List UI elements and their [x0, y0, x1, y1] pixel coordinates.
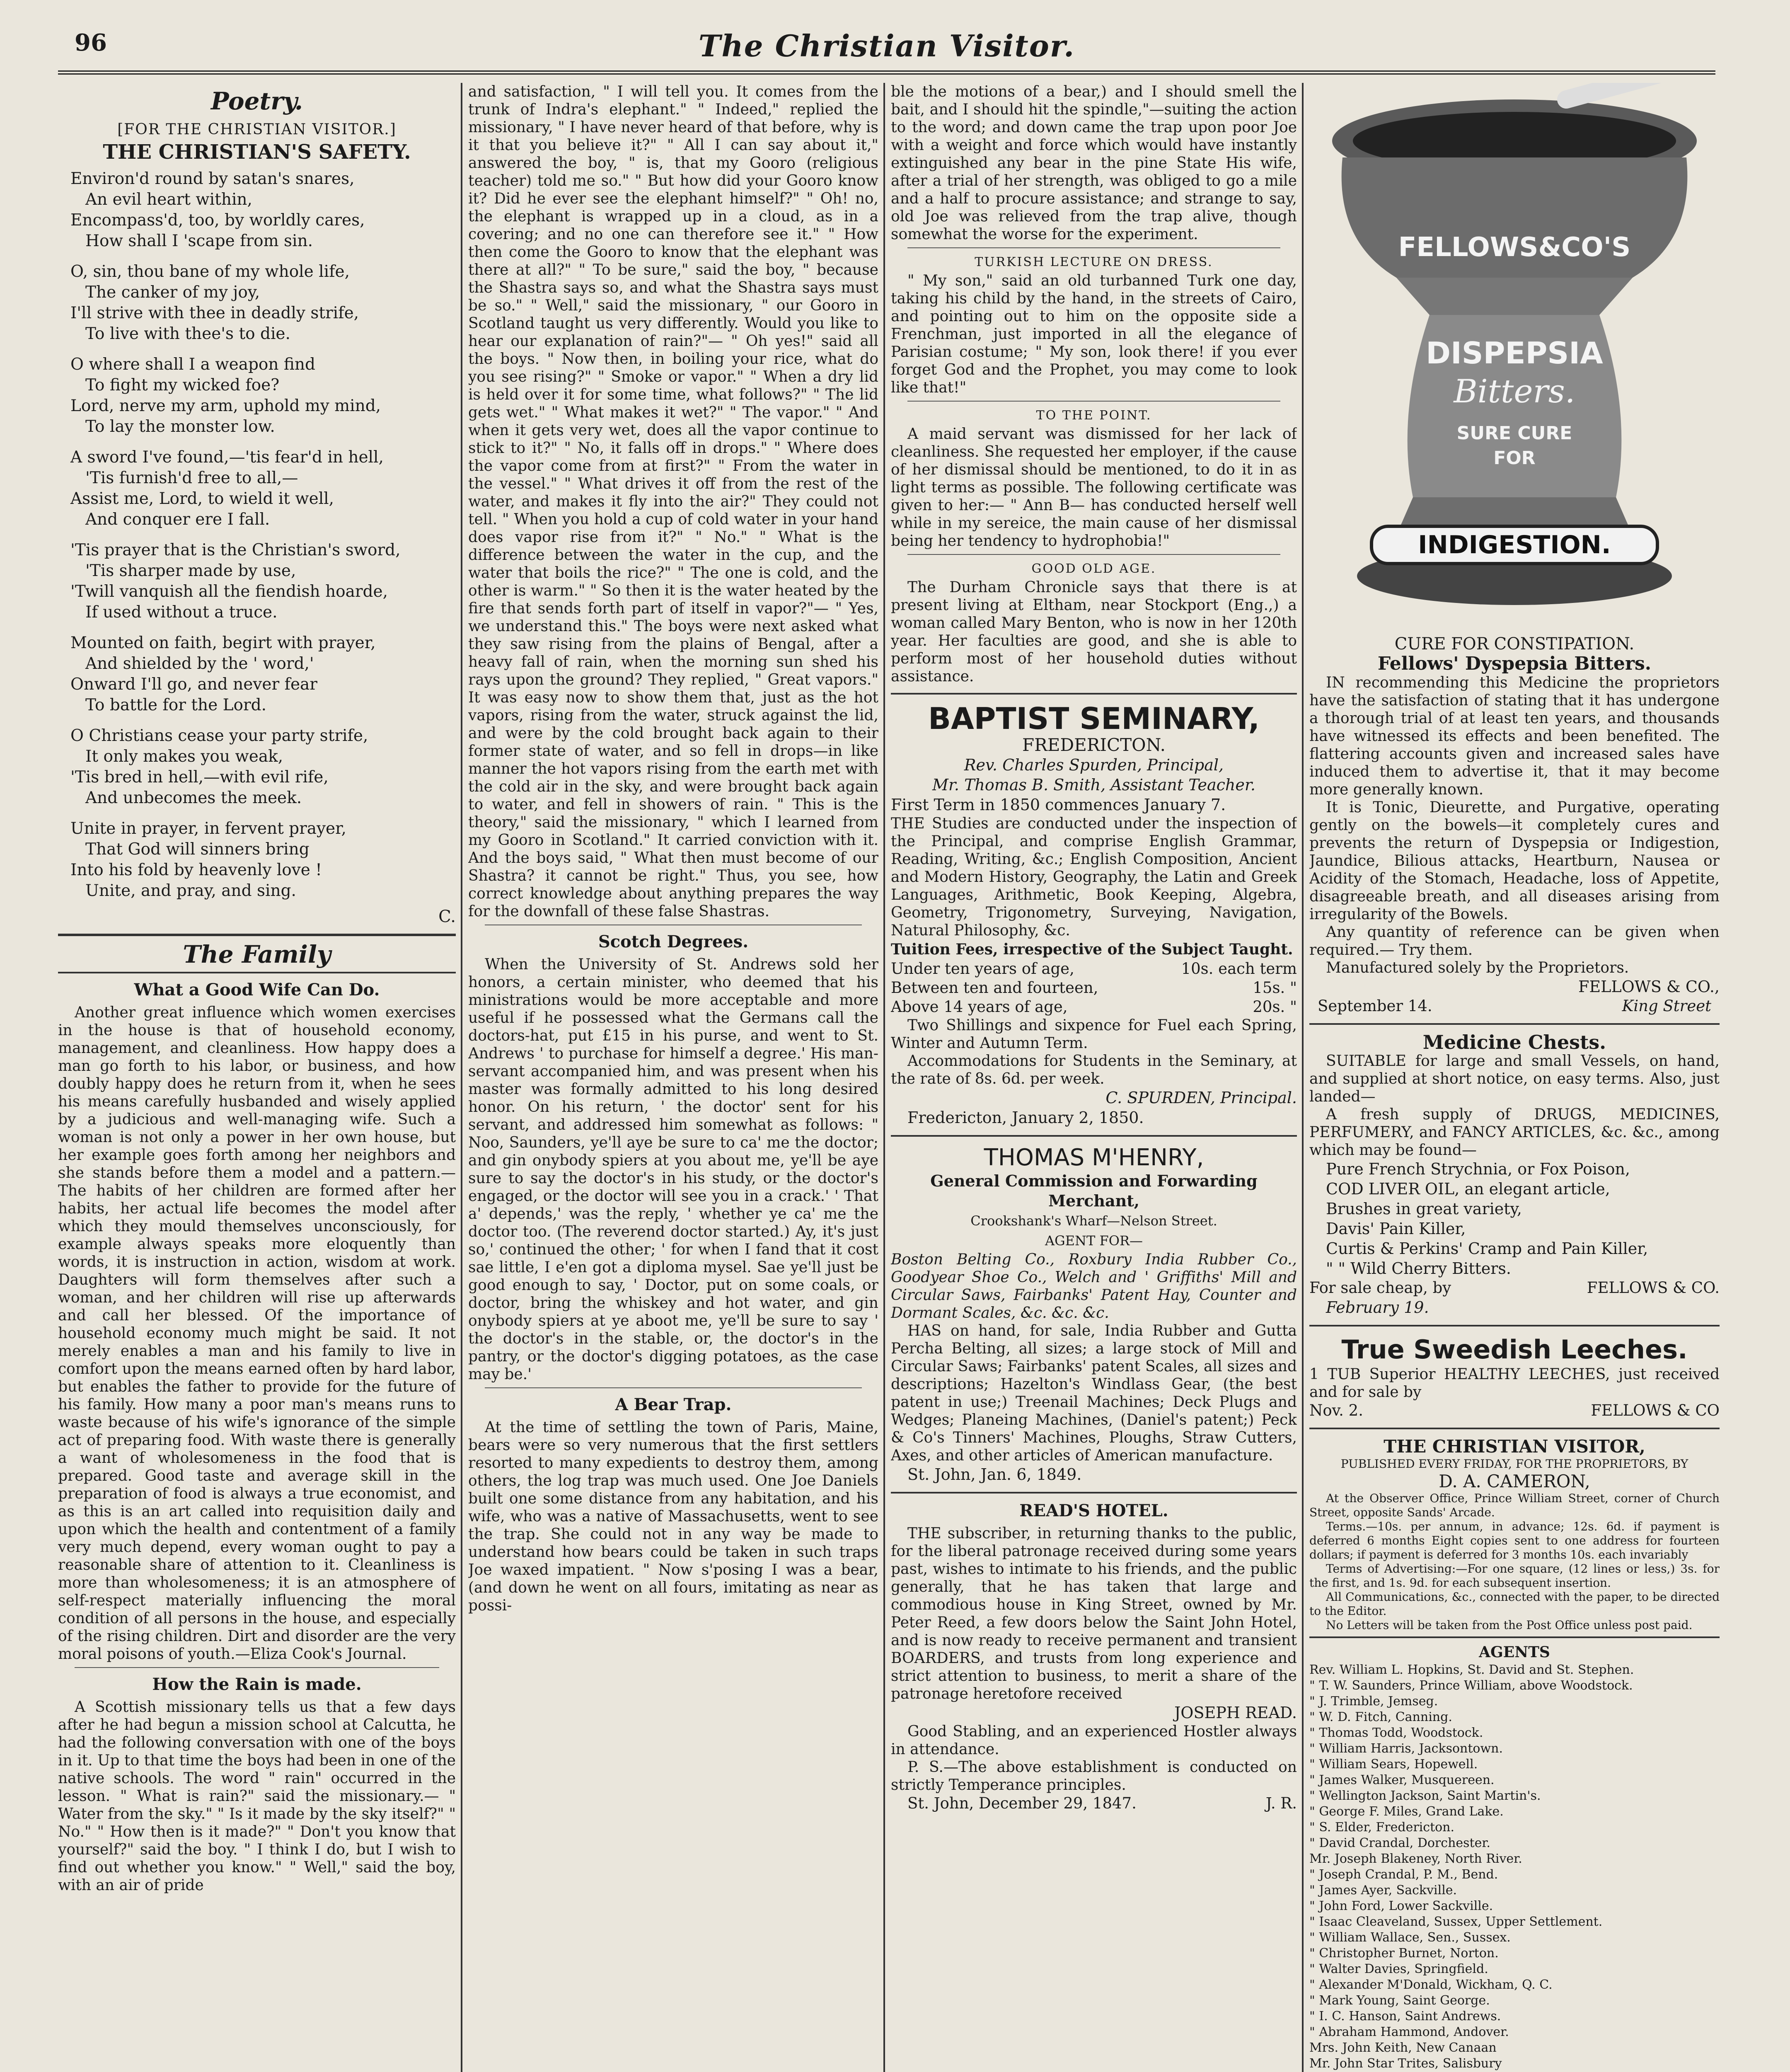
- poem-line: Unite in prayer, in fervent prayer,: [70, 819, 346, 838]
- rain-continued-text: and satisfaction, " I will tell you. It comes from the trunk of Indra's elephant." " Indeed," replied the missionary, " I have never heard of that before, why is it that you believe it?" " All I can say about it," answered the boy, " is, that my Gooro (religious teacher) told me so." " But how did your Gooro know it? Did he ever see the elephant himself?" " Oh! no, the elephant is wrapped up in a cloud, as in a covering; and no one can therefore see it." " How then come the Gooro to know that the elephant was there at all?" " To be sure," said the boy, " because the Shastra says so, and what the Shastra says must be so." " Well," said the missionary, " our Gooro in Scotland taught us very differently. Would you like to hear our explanation of rain?"— " Oh yes!" said all the boys. " Now then, in boiling your rice, what do you see rising?" " Smoke or vapor." " When a dry lid is held over it for some time, what follows?" " The lid gets wet." " What makes it wet?" " The vapor." " And when it gets very wet, does all the vapor continue to stick to it?" " No, it falls off in drops." " Where does the vapor come from at first?" " From the water in the vessel." " What drives it off from the rest of the water, and makes it fly into the air?" They could not tell. " When you hold a cup of cold water in your hand does vapor rise from it?" " No." " What is the difference between the water in the cup, and the water that boils the rice?" " The one is cold, and the other is warm." " So then it is the water heated by the fire that sends forth part of itself in vapor?"— " Yes, we understand this." The boys were next asked what they saw rising from the plains of Bengal, after a heavy fall of rain, when the morning sun shed his rays upon the ground? They replied, " Great vapors." It was easy now to show them that, just as the hot vapors, rising from the water, struck against the lid, and were by the cold brought back again to their former state of water, and so fell in drops—in like manner the hot vapors rising from the earth met with the cold air in the sky, and were brought back again to water, and fell in showers of rain. " This is the theory," said the missionary, " which I learned from my Gooro in Scotland." It carried conviction with it. And the boys said, " What then must become of our Shastra? it cannot be right." Thus, you see, how correct knowledge about anything prepares the way for the downfall of these false Shastras.: [468, 83, 878, 920]
- agent-entry: " Alexander M'Donald, Wickham, Q. C.: [1309, 1978, 1553, 1992]
- fee-label: Above 14 years of age,: [891, 998, 1068, 1016]
- hotel-initials: J. R.: [1265, 1794, 1297, 1812]
- agent-entry: " Christopher Burnet, Norton.: [1309, 1946, 1499, 1961]
- poem-line: Into his fold by heavenly love !: [70, 861, 322, 879]
- column-3: [891, 83, 1297, 2072]
- agent-entry: " John Ford, Lower Sackville.: [1309, 1899, 1493, 1913]
- column-4: [1309, 83, 1720, 2072]
- agent-entry: " I. C. Hanson, Saint Andrews.: [1309, 2009, 1501, 2024]
- hotel-date: St. John, December 29, 1847.: [907, 1794, 1137, 1812]
- mhenry-companies: Boston Belting Co., Roxbury India Rubber Co., Goodyear Shoe Co., Welch and ' Griffiths' Mill and Circular Saws, Fairbanks' Patent Hay, Counter and Dormant Scales, &c. &c. &c.: [891, 1251, 1297, 1322]
- hotel-ps: P. S.—The above establishment is conducted on strictly Temperance principles.: [891, 1759, 1297, 1794]
- ad-divider: [1309, 1428, 1720, 1429]
- chests-footer: [1309, 1278, 1720, 1297]
- bitters-footer: [1309, 997, 1720, 1016]
- agent-entry: " W. D. Fitch, Canning.: [1309, 1710, 1452, 1724]
- hotel-signed: JOSEPH READ.: [1174, 1704, 1297, 1722]
- seminary-signed: C. SPURDEN, Principal.: [1105, 1089, 1297, 1107]
- agent-entry: Mrs. John Keith, New Canaan: [1309, 2041, 1497, 2055]
- page-header: [58, 25, 1715, 75]
- agents-title: AGENTS: [1479, 1644, 1550, 1661]
- agent-entry: " Mark Young, Saint George.: [1309, 1993, 1490, 2008]
- good-wife-text: Another great influence which women exercises in the house is that of household economy, management, and cleanliness. How happy does a man go forth to his labor, or business, and how doubly happy does he return from it, when he sees his means carefully husbanded and wisely applied by a judicious and well-managing wife. Such a woman is not only a power in her own house, but her example goes forth among her neighbors and she stands before them a model and a pattern.— The habits of her children are formed after her habits, her actual life becomes the model after which they mould themselves unconsciously, for example always speaks more eloquently than words, it is instruction in action, wisdom at work. Daughters will form themselves after such a woman, and her children will rise up afterwards and call her blessed. Of the importance of household economy much might be said. It not merely enables a man and his family to live in comfort upon the means earned often by hard labor, but enables the father to provide for the future of his family. How many a poor man's means runs to waste because of his wife's ignorance of the simple act of preparing food. With waste there is generally a want of wholesomeness in the food that is prepared. Good taste and average skill in the preparation of food is always a true economist, and as this is an art called into requisition daily and upon which the health and contentment of a family very much depend, every woman ought to pay a reasonable share of attention to it. Cleanliness is more than wholesomeness; it is an atmosphere of self-respect materially influencing the moral condition of all persons in the house, and especially of the rising children. Dirt and disorder are the very moral poisons of youth.—Eliza Cook's Journal.: [58, 1004, 456, 1663]
- ad-divider: [891, 693, 1297, 695]
- scotch-degrees-title: Scotch Degrees.: [598, 932, 749, 951]
- hotel-body: THE subscriber, in returning thanks to the public, for the liberal patronage received during some years past, wishes to intimate to his friends, and the public generally, that he has taken that large and commodious house in King Street, owned by Mr. Peter Reed, a few doors below the Saint John Hotel, and is now ready to receive permanent and transient BOARDERS, and trusts from long experience and strict attention to business, to merit a share of the patronage heretofore received: [891, 1525, 1297, 1702]
- bitters-p4: Manufactured solely by the Proprietors.: [1326, 959, 1629, 976]
- chests-p2: A fresh supply of DRUGS, MEDICINES, PERFUMERY, and FANCY ARTICLES, &c. &c., among which may be found—: [1309, 1106, 1720, 1159]
- jar-label-indigestion: INDIGESTION.: [1418, 530, 1611, 559]
- ad-divider: [891, 1492, 1297, 1493]
- visitor-advertising: Terms of Advertising:—For one square, (12 lines or less,) 3s. for the first, and 1s. 9d. for each subsequent insertion.: [1309, 1562, 1720, 1590]
- seminary-first-term: First Term in 1850 commences January 7.: [891, 796, 1226, 814]
- section-rule: [58, 972, 456, 973]
- seminary-date: Fredericton, January 2, 1850.: [907, 1109, 1144, 1127]
- leeches-body: 1 TUB Superior HEALTHY LEECHES, just received and for sale by: [1309, 1366, 1720, 1401]
- poem-line: 'Twill vanquish all the fiendish hoarde,: [70, 582, 388, 601]
- fee-value: 10s. each term: [1181, 960, 1297, 978]
- turkish-lecture-text: " My son," said an old turbanned Turk one day, taking his child by the hand, in the streets of Cairo, and pointing out to him on the opposite side a Frenchman, just imported in all the elegance of Parisian costume; " My son, look there! if you ever forget God and the Prophet, you may come to look like that!": [891, 272, 1297, 396]
- leeches-signed: FELLOWS & CO: [1591, 1402, 1720, 1419]
- scotch-degrees-text: When the University of St. Andrews sold her honors, a certain minister, who deemed that his ministrations would be more acceptable and more useful if he possessed what the Germans call the doctors-hat, put £15 in his purse, and went to St. Andrews ' to purchase for himself a degree.' His man-servant accompanied him, and was present when his master was formally admitted to his long desired honor. On his return, ' the doctor' sent for his servant, and addressed him somewhat as follows: " Noo, Saunders, ye'll aye be sure to ca' me the doctor; and gin onybody spiers at you about me, ye'll be aye sure to say the doctor's in his study, or the doctor's engaged, or the doctor will see you in a crack.' ' That a' depends,' was the reply, ' whether ye ca' me the doctor too. (The reverend doctor started.) Ay, it's just so,' continued the other; ' for when I fand that it cost sae little, I e'en got a diploma mysel. Sae ye'll just be good enough to say, ' Doctor, put on some coals, or doctor, bring the whiskey and hot water, and gin onybody spiers at ye aboot me, ye'll be sure to say ' the doctor's in the stable, or, the doctor's in the pantry, or the doctor's digging potatoes, as the case may be.': [468, 956, 878, 1383]
- visitor-office: At the Observer Office, Prince William Street, corner of Church Street, opposite Sands' Arcade.: [1309, 1491, 1720, 1519]
- seminary-fees-title: Tuition Fees, irrespective of the Subject Taught.: [891, 941, 1293, 958]
- bitters-p3: Any quantity of reference can be given when required.— Try them.: [1309, 924, 1720, 959]
- fee-value: 15s. ": [1253, 979, 1297, 997]
- chest-item: Brushes in great variety,: [1326, 1200, 1522, 1218]
- poem-stanza: [70, 447, 456, 530]
- agent-entry: " J. Trimble, Jemseg.: [1309, 1694, 1438, 1709]
- agent-entry: " William Sears, Hopewell.: [1309, 1757, 1478, 1772]
- jar-band-text: FELLOWS&CO'S: [1398, 232, 1631, 263]
- poem-line: Onward I'll go, and never fear: [70, 675, 317, 694]
- mhenry-address: Crookshank's Wharf—Nelson Street.: [970, 1213, 1217, 1229]
- seminary-place: FREDERICTON.: [1022, 735, 1166, 755]
- poem-stanza: [70, 633, 456, 716]
- article-divider: [907, 401, 1280, 402]
- poem-stanza: [70, 540, 456, 623]
- seminary-accommodations: Accommodations for Students in the Seminary, at the rate of 8s. 6d. per week.: [891, 1053, 1297, 1087]
- agent-entry: " Joseph Crandal, P. M., Bend.: [1309, 1867, 1498, 1882]
- leeches-footer: [1309, 1401, 1720, 1420]
- column-rule: [1302, 83, 1304, 2072]
- seminary-title: BAPTIST SEMINARY,: [928, 701, 1260, 736]
- ad-divider: [1309, 1636, 1720, 1638]
- section-rule: [58, 934, 456, 936]
- article-divider: [907, 247, 1280, 248]
- mhenry-subtitle: General Commission and Forwarding Merchant,: [930, 1172, 1258, 1210]
- seminary-assistant: Mr. Thomas B. Smith, Assistant Teacher.: [932, 776, 1255, 794]
- poem-line: 'Tis sharper made by use,: [85, 562, 296, 580]
- poem-line: Environ'd round by satan's snares,: [70, 169, 355, 188]
- visitor-terms: Terms.—10s. per annum, in advance; 12s. 6d. if payment is deferred 6 months Eight copies sent to one address for fourteen dollars; if payment is deferred for 3 months 10s. each invariably: [1309, 1520, 1720, 1561]
- to-the-point-text: A maid servant was dismissed for her lack of cleanliness. She requested her employer, if the cause of her dismissal should be mentioned, to do it in as light terms as possible. The following certificate was given to her:— " Ann B— has conducted herself well while in my sereice, the main cause of her dismissal being her tendency to hydrophobia!": [891, 426, 1297, 549]
- visitor-communications: All Communications, &c., connected with the paper, to be directed to the Editor.: [1309, 1590, 1720, 1618]
- turkish-lecture-title: TURKISH LECTURE ON DRESS.: [975, 255, 1213, 269]
- column-2: [468, 83, 878, 2072]
- poetry-section-heading: Poetry.: [210, 87, 303, 115]
- poem-line: If used without a truce.: [85, 603, 278, 622]
- hotel-title: READ'S HOTEL.: [1019, 1501, 1168, 1520]
- poem-line: O where shall I a weapon find: [70, 355, 316, 374]
- seminary-ad: [891, 702, 1297, 1128]
- column-1: [58, 83, 456, 2072]
- jar-label-sure-cure: SURE CURE: [1456, 423, 1572, 444]
- poem-line: To lay the monster low.: [85, 417, 275, 436]
- seminary-principal: Rev. Charles Spurden, Principal,: [964, 756, 1224, 774]
- article-divider: [75, 1667, 439, 1668]
- agent-entry: " David Crandal, Dorchester.: [1309, 1836, 1490, 1850]
- mhenry-ad: [891, 1144, 1297, 1484]
- jar-label-bitters: Bitters.: [1454, 373, 1575, 410]
- hotel-stabling: Good Stabling, and an experienced Hostler always in attendance.: [891, 1723, 1297, 1758]
- fee-row: [891, 997, 1297, 1017]
- rain-title: How the Rain is made.: [152, 1675, 362, 1694]
- agent-entry: Mr. Joseph Blakeney, North River.: [1309, 1852, 1522, 1866]
- leeches-title: True Sweedish Leeches.: [1341, 1334, 1688, 1365]
- poem-line: Encompass'd, too, by worldly cares,: [70, 211, 365, 230]
- poem-stanza: [70, 261, 456, 344]
- poem-line: 'Tis bred in hell,—with evil rife,: [70, 768, 329, 787]
- bear-trap-continued: ble the motions of a bear,) and I should smell the bait, and I should hit the spindle,"—suiting the action to the word; and down came the trap upon poor Joe with a weight and force which would have instantly extinguished any bear in the pine State His wife, after a trial of her strength, was obliged to go a mile and a half to procure assistance; and strange to say, old Joe was relieved from the trap alive, though somewhat the worse for the experiment.: [891, 83, 1297, 243]
- agent-entry: " Walter Davies, Springfield.: [1309, 1962, 1488, 1976]
- chest-item: " " Wild Cherry Bitters.: [1326, 1259, 1511, 1278]
- leeches-date: Nov. 2.: [1309, 1402, 1363, 1419]
- chests-date: February 19.: [1326, 1298, 1429, 1317]
- fee-label: Between ten and fourteen,: [891, 979, 1098, 997]
- chest-item: COD LIVER OIL, an elegant article,: [1326, 1180, 1610, 1198]
- chest-item: Pure French Strychnia, or Fox Poison,: [1326, 1160, 1630, 1178]
- bitters-street: King Street: [1622, 997, 1711, 1015]
- family-section-heading: The Family: [183, 940, 331, 968]
- ad-divider: [891, 1135, 1297, 1137]
- agent-entry: Rev. William L. Hopkins, St. David and St. Stephen.: [1309, 1663, 1634, 1677]
- jar-label-for: FOR: [1493, 448, 1536, 469]
- agent-entry: " William Wallace, Sen., Sussex.: [1309, 1930, 1511, 1945]
- agent-entry: " William Harris, Jacksontown.: [1309, 1741, 1503, 1756]
- bear-trap-title: A Bear Trap.: [615, 1395, 732, 1414]
- fee-row: [891, 978, 1297, 997]
- column-rule: [461, 83, 462, 2072]
- poem-stanza: [70, 354, 456, 437]
- poem-line: And unbecomes the meek.: [85, 789, 302, 807]
- chests-title: Medicine Chests.: [1422, 1031, 1606, 1053]
- poem-line: To fight my wicked foe?: [85, 376, 280, 395]
- poem-line: Lord, nerve my arm, uphold my mind,: [70, 397, 381, 415]
- rain-text: A Scottish missionary tells us that a few days after he had begun a mission school at Calcutta, he had the following conversation with one of the boys in it. Up to that time the boys had been in one of the native schools. The word " rain" occurred in the lesson. " What is rain?" said the missionary.— " Water from the sky." " Is it made by the sky itself?" " No." " How then is it made?" " Don't you know that yourself?" said the boy. " I think I do, but I wish to find out whether you know." " Well," said the boy, with an air of pride: [58, 1699, 456, 1894]
- poem-line: A sword I've found,—'tis fear'd in hell,: [70, 448, 384, 467]
- mhenry-title: THOMAS M'HENRY,: [984, 1144, 1204, 1171]
- visitor-title: THE CHRISTIAN VISITOR,: [1384, 1436, 1645, 1457]
- agents-list: [1309, 1662, 1720, 2072]
- hotel-ad: [891, 1501, 1297, 1813]
- ad-divider: [1309, 1023, 1720, 1025]
- poem-line: Unite, and pray, and sing.: [85, 881, 296, 900]
- agent-entry: " Abraham Hammond, Andover.: [1309, 2025, 1509, 2039]
- hotel-footer: [891, 1794, 1297, 1813]
- bitters-p2: It is Tonic, Dieurette, and Purgative, operating gently on the bowels—it completely cures and prevents the return of Dyspepsia or Indigestion, Jaundice, Bilious attacks, Heartburn, Nausea or Acidity of the Stomach, Headache, loss of Appetite, disagreeable breath, and all diseases arising from irregularity of the Bowels.: [1309, 799, 1720, 923]
- mhenry-agent: AGENT FOR—: [1045, 1233, 1143, 1249]
- jar-label-dispepsia: DISPEPSIA: [1426, 336, 1603, 370]
- poem-source: [FOR THE CHRISTIAN VISITOR.]: [117, 121, 397, 138]
- bitters-title: Fellows' Dyspepsia Bitters.: [1377, 653, 1652, 674]
- fee-value: 20s. ": [1253, 998, 1297, 1016]
- column-rule: [883, 83, 885, 2072]
- article-divider: [485, 1387, 862, 1388]
- poem-line: Mounted on faith, begirt with prayer,: [70, 634, 376, 652]
- poem-stanza: [70, 818, 456, 901]
- agent-entry: " James Walker, Musquereen.: [1309, 1773, 1495, 1787]
- fee-row: [891, 959, 1297, 978]
- old-age-text: The Durham Chronicle says that there is at present living at Eltham, near Stockport (Eng.,) a woman called Mary Benton, who is now in her 120th year. Her faculties are good, and she is able to perform most of her household duties without assistance.: [891, 579, 1297, 685]
- article-divider: [907, 554, 1280, 555]
- good-wife-title: What a Good Wife Can Do.: [134, 980, 380, 1000]
- poem-line: And conquer ere I fall.: [85, 510, 270, 529]
- visitor-letters: No Letters will be taken from the Post Office unless post paid.: [1326, 1618, 1693, 1632]
- agent-entry: " Wellington Jackson, Saint Martin's.: [1309, 1789, 1541, 1803]
- bitters-date: September 14.: [1318, 997, 1432, 1015]
- agent-entry: " Isaac Cleaveland, Sussex, Upper Settlement.: [1309, 1915, 1603, 1929]
- poem-stanza: [70, 726, 456, 808]
- poem-line: O Christians cease your party strife,: [70, 726, 368, 745]
- agent-entry: " James Ayer, Sackville.: [1309, 1883, 1457, 1898]
- chests-p1: SUITABLE for large and small Vessels, on hand, and supplied at short notice, on easy terms. Also, just landed—: [1309, 1053, 1720, 1105]
- chests-signed: FELLOWS & CO.: [1587, 1279, 1720, 1297]
- bear-trap-text: At the time of settling the town of Paris, Maine, bears were so very numerous that the first settlers resorted to many expedients to destroy them, among others, the log trap was much used. One Joe Daniels built one some distance from any habitation, and his wife, who was a native of Massachusetts, went to see the trap. She could not in any way be made to understand how bears could be taken in such traps Joe waxed impatient. " Now s'posing I was a bear, (and down he went on all fours, imitating as near as possi-: [468, 1419, 878, 1614]
- old-age-title: GOOD OLD AGE.: [1031, 562, 1156, 576]
- poem-line: How shall I 'scape from sin.: [85, 232, 313, 250]
- chests-sale: For sale cheap, by: [1309, 1279, 1451, 1297]
- chest-item: Curtis & Perkins' Cramp and Pain Killer,: [1326, 1239, 1648, 1258]
- bitters-signed: FELLOWS & CO.,: [1578, 978, 1720, 996]
- agent-entry: " T. W. Saunders, Prince William, above Woodstock.: [1309, 1678, 1633, 1693]
- chests-item-list: [1309, 1159, 1720, 1278]
- visitor-publisher-name: D. A. CAMERON,: [1439, 1471, 1590, 1491]
- fee-label: Under ten years of age,: [891, 960, 1074, 978]
- poem-line: The canker of my joy,: [85, 283, 260, 302]
- poem-line: O, sin, thou bane of my whole life,: [70, 262, 350, 281]
- seminary-body: THE Studies are conducted under the inspection of the Principal, and comprise English Grammar, Reading, Writing, &c.; English Composition, Ancient and Modern History, Geography, the Latin and Greek Languages, Arithmetic, Book Keeping, Algebra, Geometry, Trigonometry, Surveying, Navigation, Natural Philosophy, &c.: [891, 815, 1297, 939]
- poem-line: It only makes you weak,: [85, 747, 283, 766]
- mhenry-date: St. John, Jan. 6, 1849.: [907, 1465, 1082, 1484]
- visitor-published: PUBLISHED EVERY FRIDAY, FOR THE PROPRIETORS, BY: [1340, 1457, 1688, 1471]
- seminary-fees-table: [891, 959, 1297, 1017]
- poem-line: That God will sinners bring: [85, 840, 310, 859]
- chest-item: Davis' Pain Killer,: [1326, 1220, 1466, 1238]
- page-number: 96: [75, 29, 107, 56]
- poem-signature: C.: [438, 907, 456, 926]
- poem-line: 'Tis furnish'd free to all,—: [85, 469, 298, 487]
- poem-line: 'Tis prayer that is the Christian's sword,: [70, 541, 401, 559]
- masthead-title: The Christian Visitor.: [698, 28, 1075, 63]
- poem-title: THE CHRISTIAN'S SAFETY.: [103, 140, 411, 164]
- agent-entry: Mr. John Star Trites, Salisbury: [1309, 2056, 1502, 2071]
- poem-line: And shielded by the ' word,': [85, 654, 314, 673]
- mhenry-body: HAS on hand, for sale, India Rubber and Gutta Percha Belting, all sizes; a large stock of Mill and Circular Saws; Fairbanks' patent Scales, all sizes and descriptions; Hazelton's Windlass Gear, (the best patent in use;) Treenail Machines; Deck Plugs and Wedges; Planeing Machines, (Daniel's patent;) Peck & Co's Tinners' Machines, Ploughs, Straw Cutters, Axes, and other articles of American manufacture.: [891, 1322, 1297, 1464]
- agent-entry: " George F. Miles, Grand Lake.: [1309, 1804, 1504, 1819]
- poem-line: I'll strive with thee in deadly strife,: [70, 304, 359, 322]
- agent-entry: " Thomas Todd, Woodstock.: [1309, 1726, 1483, 1740]
- bitters-p1: IN recommending this Medicine the proprietors have the satisfaction of stating that it has undergone a thorough trial of at least ten years, and thousands have witnessed its effects and been benefited. The flattering accounts given and increased sales have induced them to advertise it, that it may become more generally known.: [1309, 674, 1720, 798]
- poem-line: Assist me, Lord, to wield it well,: [70, 489, 334, 508]
- poem-stanza: [70, 169, 456, 252]
- poem-line: To live with thee's to die.: [85, 324, 290, 343]
- to-the-point-title: TO THE POINT.: [1036, 408, 1152, 423]
- bitters-illustration: [1309, 83, 1720, 634]
- agent-entry: " S. Elder, Fredericton.: [1309, 1820, 1455, 1835]
- seminary-fuel: Two Shillings and sixpence for Fuel each Spring, Winter and Autumn Term.: [891, 1017, 1297, 1052]
- bitters-cure-line: CURE FOR CONSTIPATION.: [1394, 634, 1635, 654]
- poem-body: [58, 169, 456, 901]
- poem-line: An evil heart within,: [85, 190, 252, 209]
- poem-line: To battle for the Lord.: [85, 696, 266, 714]
- ad-divider: [1309, 1325, 1720, 1326]
